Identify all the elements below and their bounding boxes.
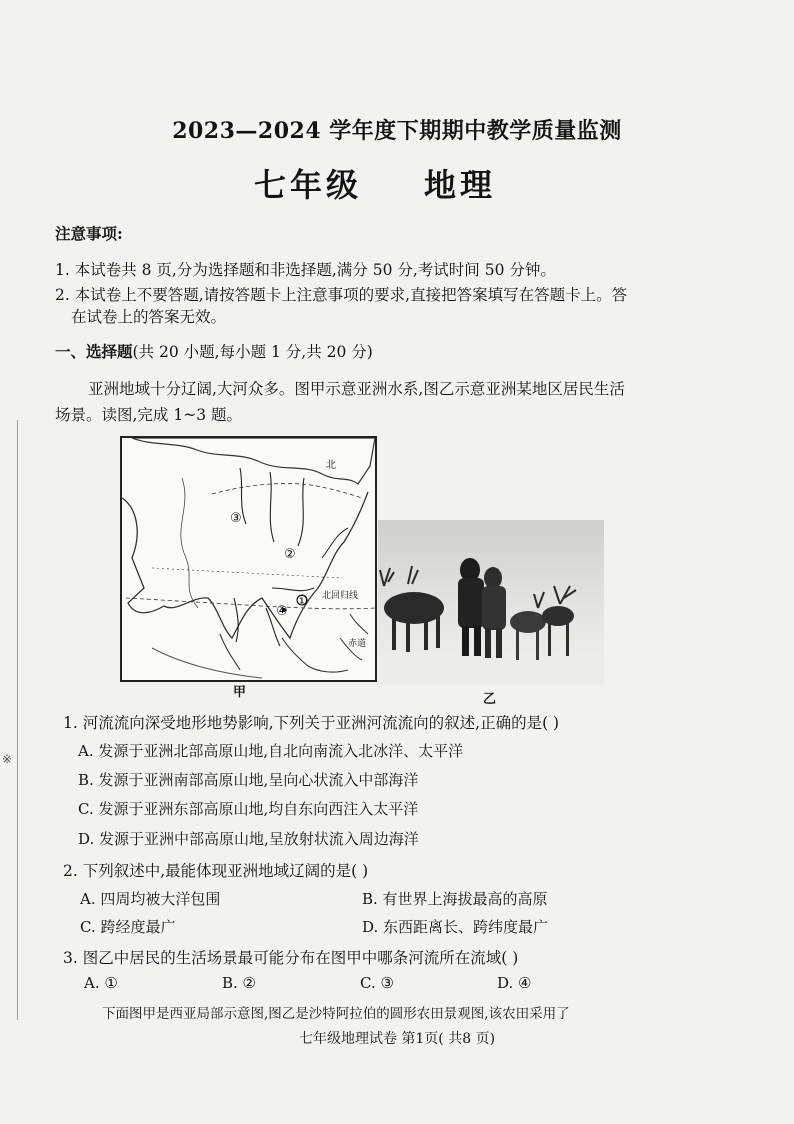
map-marker-3: ③ <box>230 511 242 526</box>
notes-item-1: 1. 本试卷共 8 页,分为选择题和非选择题,满分 50 分,考试时间 50 分钟。 <box>55 261 556 279</box>
page-footer: 七年级地理试卷 第1页( 共8 页) <box>298 1031 496 1047</box>
question-3-option-c[interactable]: C. ③ <box>360 974 394 992</box>
edge-mark: ※ <box>2 752 13 766</box>
question-2-option-b[interactable]: B. 有世界上海拔最高的高原 <box>362 890 548 908</box>
question-3-option-b[interactable]: B. ② <box>222 974 257 992</box>
question-1-option-d[interactable]: D. 发源于亚洲中部高原山地,呈放射状流入周边海洋 <box>78 830 419 848</box>
binding-line <box>17 420 18 1020</box>
notes-heading: 注意事项: <box>55 224 123 243</box>
question-1-option-a[interactable]: A. 发源于亚洲北部高原山地,自北向南流入北冰洋、太平洋 <box>78 742 464 760</box>
intro-line-1: 亚洲地域十分辽阔,大河众多。图甲示意亚洲水系,图乙示意亚洲某地区居民生活 <box>88 380 625 398</box>
intro-line-2: 场景。读图,完成 1~3 题。 <box>55 406 242 424</box>
photo-drawing <box>378 520 604 685</box>
question-1-option-b[interactable]: B. 发源于亚洲南部高原山地,呈向心状流入中部海洋 <box>78 771 419 789</box>
subject-label: 地理 <box>424 166 497 204</box>
question-1-option-c[interactable]: C. 发源于亚洲东部高原山地,均自东向西注入太平洋 <box>78 800 419 818</box>
question-1-stem: 1. 河流流向深受地形地势影响,下列关于亚洲河流流向的叙述,正确的是( ) <box>63 714 560 732</box>
question-2-option-a[interactable]: A. 四周均被大洋包围 <box>80 890 221 908</box>
question-2-option-d[interactable]: D. 东西距离长、跨纬度最广 <box>362 918 549 936</box>
map-caption: 甲 <box>233 685 247 700</box>
tropic-label: 北回归线 <box>322 591 359 601</box>
grade-label: 七年级 <box>254 166 363 204</box>
herders-reindeer-photo <box>378 520 604 685</box>
map-marker-2: ② <box>284 547 296 562</box>
section-heading: 一、选择题 <box>55 342 133 361</box>
notes-item-2b: 在试卷上的答案无效。 <box>71 308 227 326</box>
asia-map-drawing <box>122 438 375 680</box>
question-2-option-c[interactable]: C. 跨经度最广 <box>80 918 176 936</box>
section-heading-note: (共 20 小题,每小题 1 分,共 20 分) <box>132 343 373 361</box>
notes-item-2a: 2. 本试卷上不要答题,请按答题卡上注意事项的要求,直接把答案填写在答题卡上。答 <box>55 286 628 304</box>
question-3-option-d[interactable]: D. ④ <box>497 974 532 992</box>
map-marker-4: ④ <box>276 604 288 619</box>
question-2-stem: 2. 下列叙述中,最能体现亚洲地域辽阔的是( ) <box>63 862 369 880</box>
map-marker-1: ① <box>296 594 308 609</box>
question-3-option-a[interactable]: A. ① <box>84 974 118 992</box>
photo-caption: 乙 <box>483 692 497 707</box>
exam-title: 2023—2024 学年度下期期中教学质量监测 <box>172 118 622 144</box>
question-3-stem: 3. 图乙中居民的生活场景最可能分布在图甲中哪条河流所在流域( ) <box>63 949 519 967</box>
section-heading-row <box>55 340 373 362</box>
equator-label: 赤道 <box>348 639 367 649</box>
next-question-intro: 下面图甲是西亚局部示意图,图乙是沙特阿拉伯的圆形农田景观图,该农田采用了 <box>102 1006 570 1022</box>
asia-river-map <box>120 436 377 682</box>
arctic-label: 北 <box>326 460 336 471</box>
